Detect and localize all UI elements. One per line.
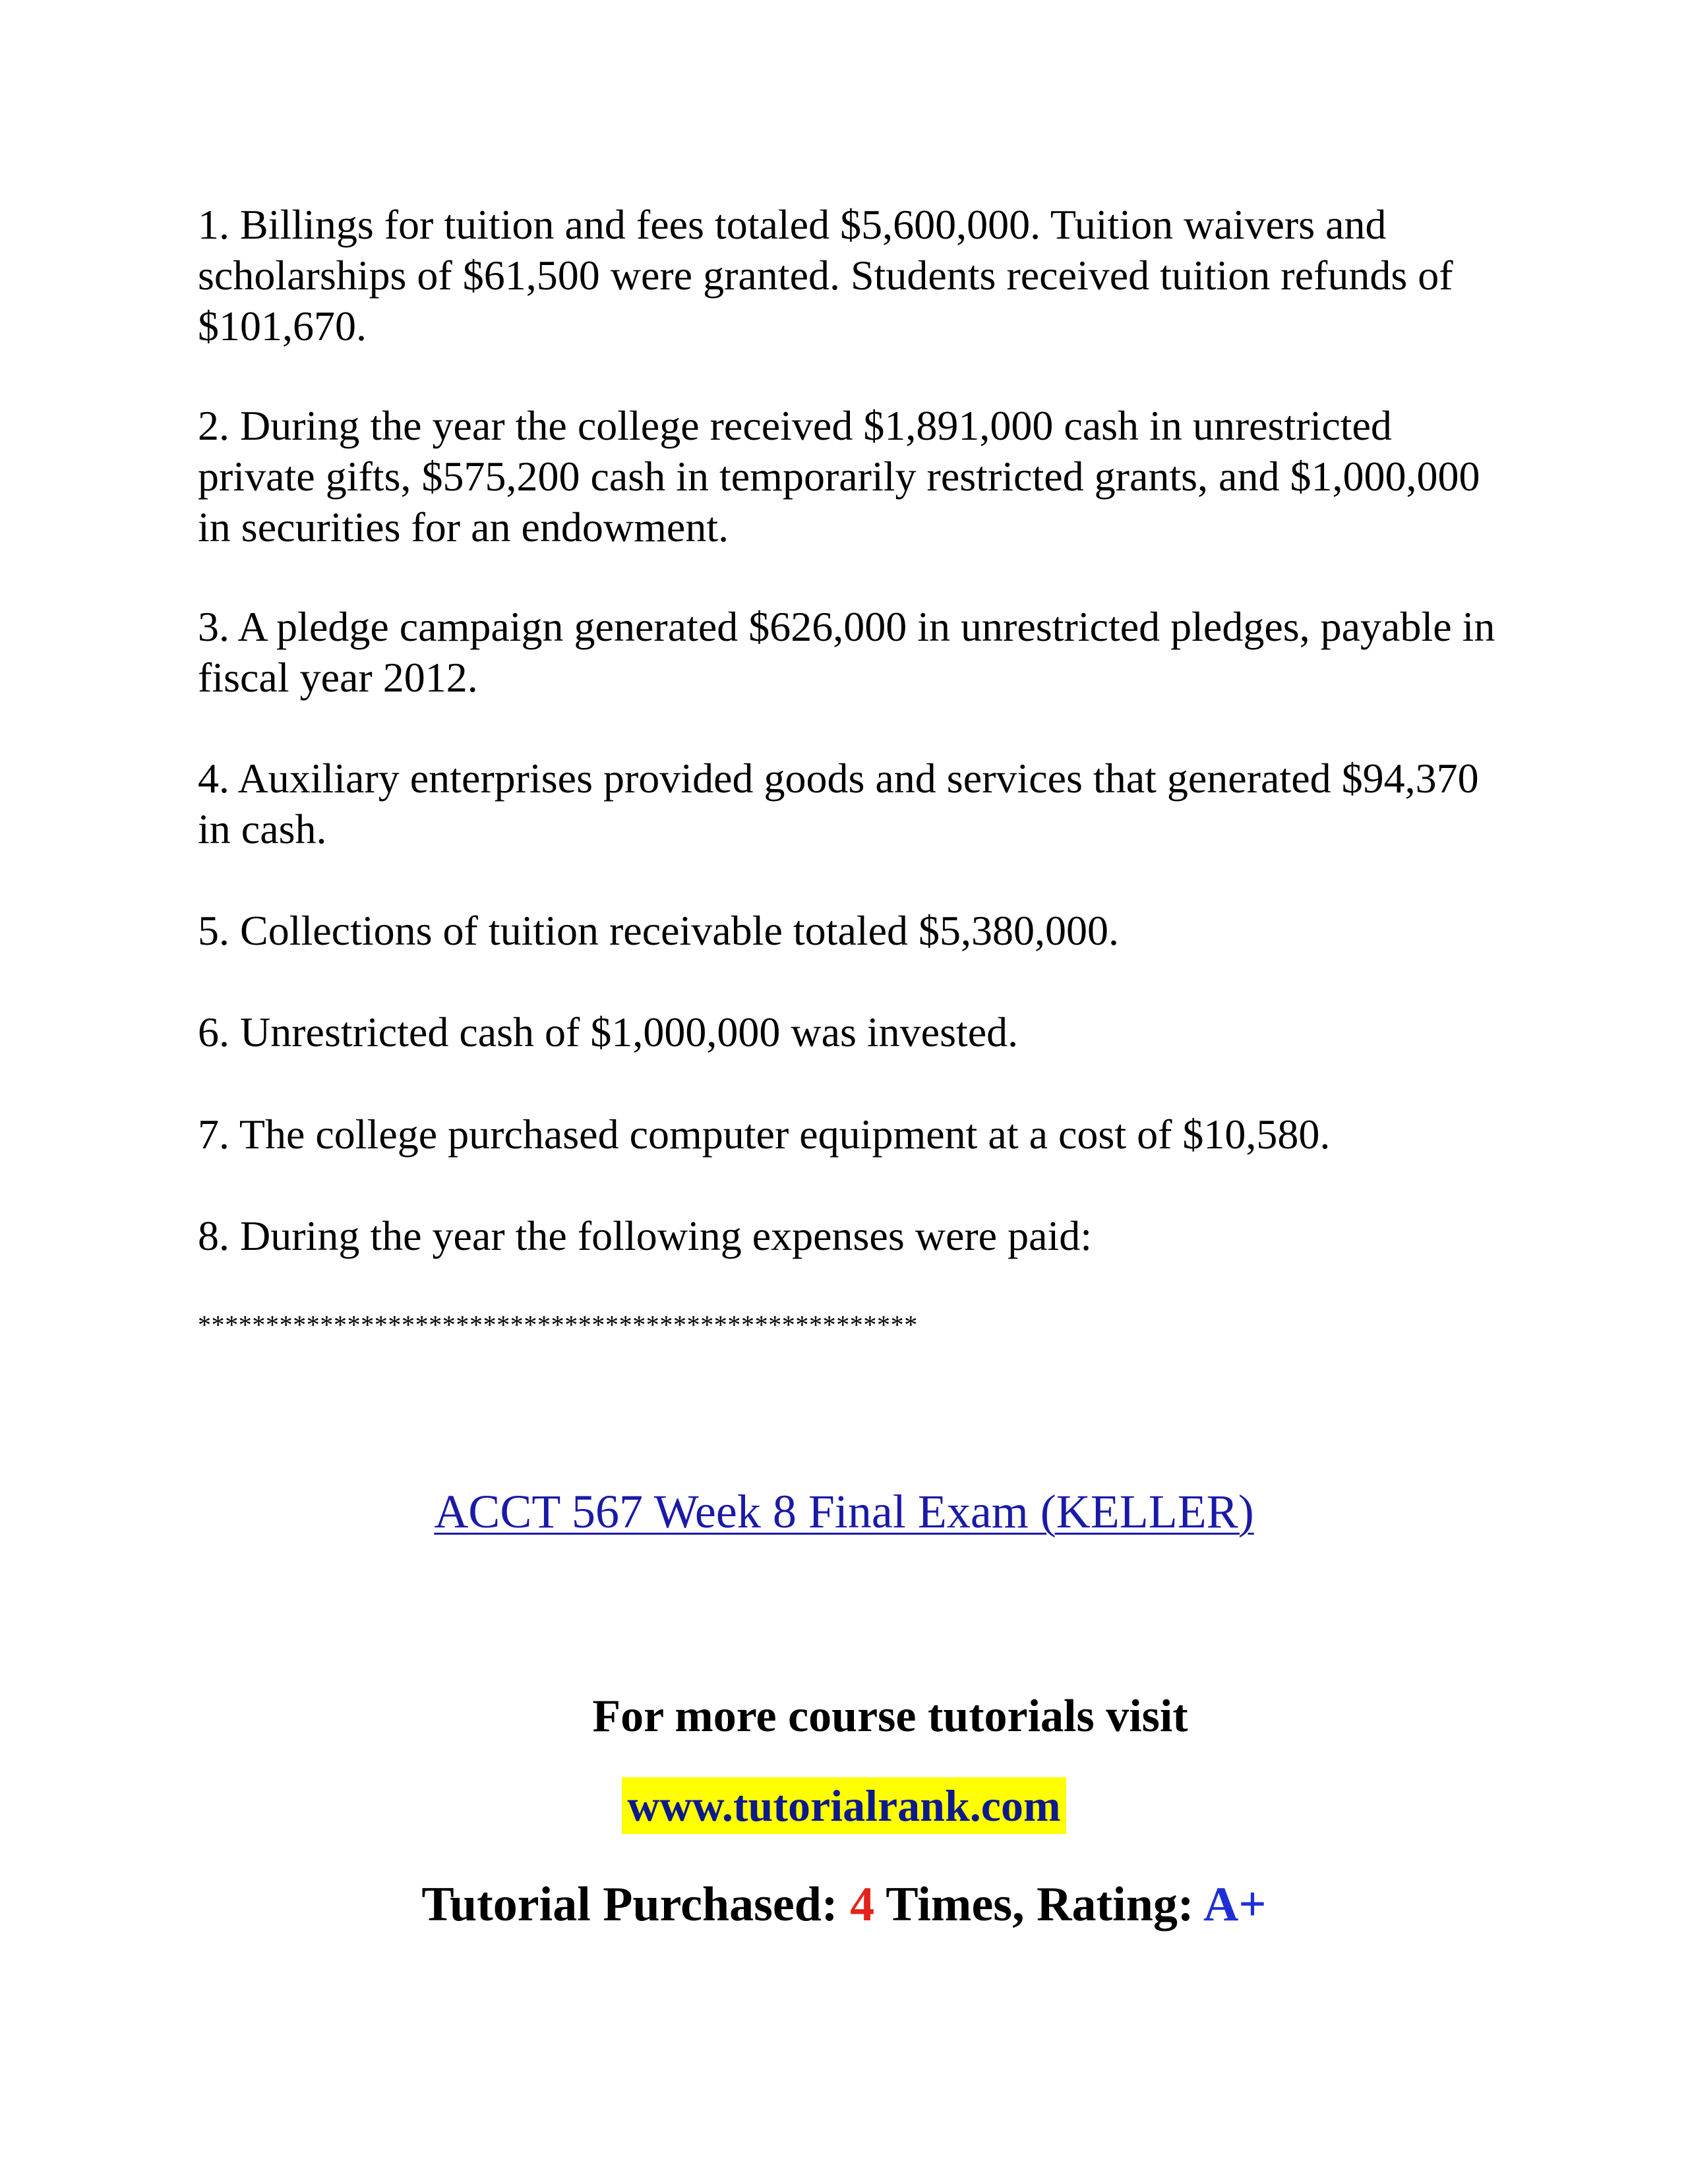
question-item-6: 6. Unrestricted cash of $1,000,000 was invested. [198, 1009, 1019, 1055]
promo-heading: For more course tutorials visit [592, 1691, 1188, 1742]
promo-site-row [0, 1777, 1688, 1834]
website-link[interactable]: www.tutorialrank.com [622, 1777, 1066, 1834]
asterisk-separator: ***************************************************** [198, 1310, 918, 1340]
times-rating-label: Times, Rating: [874, 1877, 1203, 1932]
question-item-4: 4. Auxiliary enterprises provided goods and services that generated $94,370 in cash. [198, 755, 1479, 852]
question-item-2: 2. During the year the college received $1,891,000 cash in unrestricted private gifts, $575,200 cash in temporarily restricted grants, and $1,000,000 in securities for an endowment. [198, 402, 1480, 550]
purchase-rating-line [0, 1875, 1688, 1933]
course-title-link[interactable]: ACCT 567 Week 8 Final Exam (KELLER) [434, 1485, 1254, 1538]
rating-value: A+ [1203, 1877, 1267, 1932]
purchased-label: Tutorial Purchased: [421, 1877, 851, 1932]
question-item-7: 7. The college purchased computer equipment at a cost of $10,580. [198, 1111, 1331, 1158]
question-item-3: 3. A pledge campaign generated $626,000 in unrestricted pledges, payable in fiscal year 2012. [198, 603, 1495, 701]
question-item-5: 5. Collections of tuition receivable totaled $5,380,000. [198, 907, 1120, 954]
purchase-count: 4 [850, 1877, 875, 1932]
question-item-8: 8. During the year the following expenses were paid: [198, 1212, 1093, 1259]
question-item-1: 1. Billings for tuition and fees totaled $5,600,000. Tuition waivers and scholarships of $61,500 were granted. Students received tuition refunds of $101,670. [198, 201, 1453, 349]
